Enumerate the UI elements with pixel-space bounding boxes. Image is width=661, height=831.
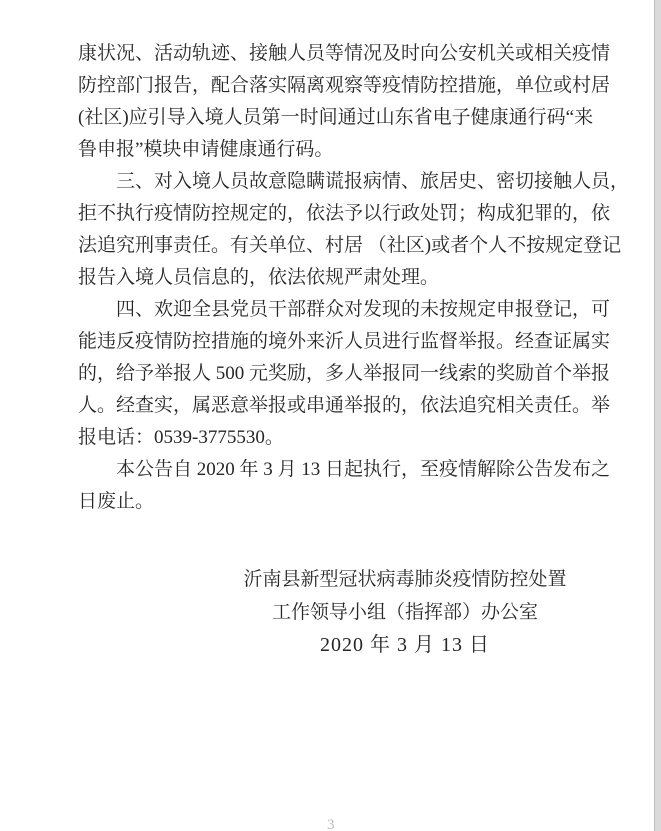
signature-org-line1: 沂南县新型冠状病毒肺炎疫情防控处置 bbox=[243, 569, 567, 590]
body-line: 能违反疫情防控措施的境外来沂人员进行监督举报。经查证属实 bbox=[78, 331, 611, 352]
body-line: 防控部门报告，配合落实隔离观察等疫情防控措施，单位或村居 bbox=[78, 75, 611, 96]
body-line: 报电话：0539-3775530。 bbox=[78, 427, 284, 448]
body-line: 拒不执行疫情防控规定的，依法予以行政处罚；构成犯罪的，依 bbox=[78, 203, 611, 224]
body-line: (社区)应引导入境人员第一时间通过山东省电子健康通行码“来 bbox=[78, 107, 594, 128]
body-line: 四、欢迎全县党员干部群众对发现的未按规定申报登记，可 bbox=[116, 299, 611, 320]
body-line: 鲁申报”模块申请健康通行码。 bbox=[78, 139, 334, 160]
body-line: 本公告自 2020 年 3 月 13 日起执行，至疫情解除公告发布之 bbox=[116, 459, 611, 480]
body-line: 的，给予举报人 500 元奖励，多人举报同一线索的奖励首个举报 bbox=[78, 363, 611, 384]
body-line: 人。经查实，属恶意举报或串通举报的，依法追究相关责任。举 bbox=[78, 395, 611, 416]
scan-right-edge bbox=[654, 0, 661, 831]
body-line: 法追究刑事责任。有关单位、村居 （社区)或者个人不按规定登记 bbox=[78, 235, 622, 256]
signature-date: 2020 年 3 月 13 日 bbox=[320, 634, 490, 656]
body-line: 三、对入境人员故意隐瞒谎报病情、旅居史、密切接触人员， bbox=[116, 171, 630, 192]
body-line: 日废止。 bbox=[78, 491, 155, 512]
page-number: 3 bbox=[327, 817, 335, 831]
signature-block bbox=[243, 563, 567, 662]
body-line: 报告入境人员信息的，依法依规严肃处理。 bbox=[78, 267, 440, 288]
body-line: 康状况、活动轨迹、接触人员等情况及时向公安机关或相关疫情 bbox=[78, 43, 611, 64]
document-body bbox=[78, 38, 630, 518]
signature-org-line2: 工作领导小组（指挥部）办公室 bbox=[271, 602, 538, 623]
